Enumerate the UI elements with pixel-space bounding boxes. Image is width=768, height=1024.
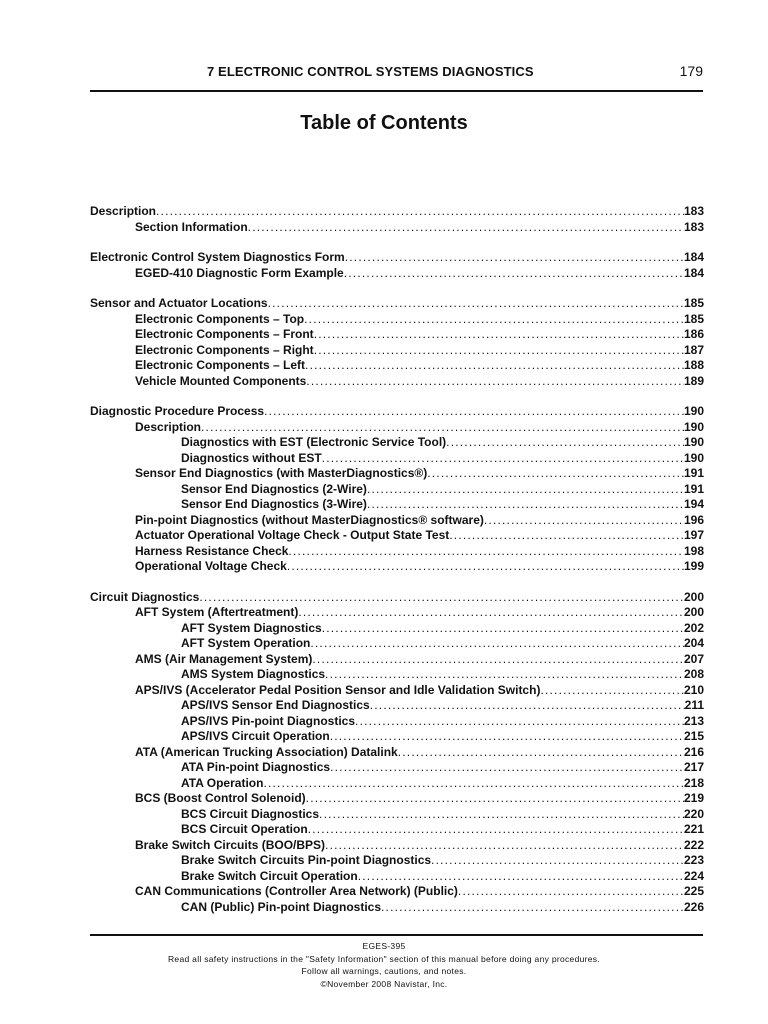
toc-entry-label: Electronic Components – Front — [135, 327, 314, 341]
toc-entry-page: 222 — [683, 837, 704, 852]
toc-leader-dots — [312, 652, 684, 668]
toc-entry-label: Diagnostic Procedure Process — [90, 404, 265, 418]
toc-entry-label: Sensor End Diagnostics (with MasterDiagnostics®) — [135, 466, 428, 480]
toc-entry[interactable] — [90, 544, 704, 560]
toc-entry[interactable] — [90, 776, 704, 792]
toc-entry-label: Electronic Components – Top — [135, 311, 305, 326]
toc-entry-label: BCS (Boost Control Solenoid) — [135, 791, 306, 805]
toc-entry[interactable] — [90, 497, 704, 513]
toc-entry-page: 185 — [683, 311, 704, 326]
toc-entry[interactable] — [90, 266, 704, 282]
toc-entry[interactable] — [90, 590, 704, 606]
toc-entry-label: APS/IVS Pin-point Diagnostics — [181, 713, 356, 728]
toc-leader-dots — [199, 590, 684, 606]
toc-entry[interactable] — [90, 760, 704, 776]
toc-entry-page: 213 — [683, 713, 704, 728]
toc-entry-page: 225 — [683, 884, 704, 898]
toc-leader-dots — [431, 853, 684, 869]
toc-leader-dots — [370, 698, 685, 714]
toc-entry[interactable] — [90, 559, 704, 575]
toc-entry-page: 208 — [683, 667, 704, 681]
toc-entry-label: AMS (Air Management System) — [135, 651, 313, 666]
toc-entry[interactable] — [90, 404, 704, 420]
toc-entry[interactable] — [90, 807, 704, 823]
toc-leader-dots — [355, 714, 684, 730]
toc-entry[interactable] — [90, 683, 704, 699]
toc-entry[interactable] — [90, 853, 704, 869]
toc-leader-dots — [344, 266, 684, 282]
toc-leader-dots — [268, 296, 684, 312]
toc-entry[interactable] — [90, 420, 704, 436]
toc-entry-page: 210 — [683, 682, 704, 697]
toc-entry-label: AFT System Diagnostics — [181, 620, 322, 635]
warnings-notice: Follow all warnings, cautions, and notes. — [301, 966, 467, 976]
toc-entry-label: CAN (Public) Pin-point Diagnostics — [181, 899, 381, 914]
toc-entry-page: 191 — [683, 481, 704, 496]
toc-leader-dots — [540, 683, 684, 699]
toc-entry-page: 207 — [683, 651, 704, 666]
toc-entry-page: 189 — [683, 373, 704, 388]
toc-entry-page: 223 — [683, 853, 704, 867]
toc-entry-page: 185 — [683, 296, 704, 310]
toc-entry-label: Vehicle Mounted Components — [135, 373, 307, 388]
toc-leader-dots — [319, 807, 684, 823]
toc-entry-label: Electronic Control System Diagnostics Form — [90, 250, 345, 264]
toc-entry-page: 200 — [683, 605, 704, 619]
toc-entry-label: AFT System (Aftertreatment) — [135, 605, 299, 619]
toc-entry-label: Description — [90, 204, 157, 218]
toc-entry-page: 184 — [683, 265, 704, 280]
toc-entry-label: APS/IVS Sensor End Diagnostics — [181, 698, 370, 712]
toc-leader-dots — [314, 343, 684, 359]
toc-entry-page: 184 — [683, 250, 704, 264]
toc-entry-page: 224 — [683, 868, 704, 883]
page-header — [90, 60, 703, 92]
toc-leader-dots — [298, 605, 684, 621]
toc-entry-label: Electronic Components – Right — [135, 342, 314, 357]
toc-leader-dots — [367, 482, 684, 498]
toc-leader-dots — [330, 729, 684, 745]
toc-entry-label: ATA Operation — [181, 775, 264, 790]
toc-entry-page: 183 — [683, 204, 704, 218]
toc-leader-dots — [381, 900, 684, 916]
toc-entry[interactable] — [90, 869, 704, 885]
toc-entry-page: 183 — [683, 219, 704, 234]
toc-entry[interactable] — [90, 714, 704, 730]
toc-entry-label: Brake Switch Circuits (BOO/BPS) — [135, 837, 326, 852]
toc-entry-label: Sensor End Diagnostics (2-Wire) — [181, 481, 367, 496]
toc-entry-label: Pin-point Diagnostics (without MasterDiagnostics® software) — [135, 512, 484, 527]
toc-entry-label: Section Information — [135, 219, 248, 234]
toc-leader-dots — [156, 204, 684, 220]
toc-entry-label: Actuator Operational Voltage Check - Output State Test — [135, 528, 450, 542]
toc-entry-page: 216 — [683, 744, 704, 759]
footer-rule — [90, 934, 703, 936]
toc-entry-page: 218 — [683, 775, 704, 790]
toc-entry-label: Operational Voltage Check — [135, 559, 287, 573]
toc-leader-dots — [304, 312, 684, 328]
toc-leader-dots — [322, 621, 684, 637]
document-title: Table of Contents — [300, 112, 468, 134]
toc-entry[interactable] — [90, 513, 704, 529]
toc-leader-dots — [446, 435, 684, 451]
toc-entry[interactable] — [90, 884, 704, 900]
toc-entry-page: 190 — [683, 419, 704, 434]
toc-entry-label: Brake Switch Circuit Operation — [181, 868, 358, 883]
toc-leader-dots — [263, 776, 684, 792]
toc-entry[interactable] — [90, 482, 704, 498]
toc-entry[interactable] — [90, 358, 704, 374]
toc-entry-label: BCS Circuit Operation — [181, 822, 308, 836]
section-title: 7 ELECTRONIC CONTROL SYSTEMS DIAGNOSTICS — [207, 64, 534, 79]
toc-entry[interactable] — [90, 374, 704, 390]
toc-entry-page: 204 — [683, 636, 704, 650]
toc-entry-page: 215 — [683, 729, 704, 743]
toc-leader-dots — [305, 358, 684, 374]
toc-entry-page: 199 — [683, 559, 704, 573]
toc-entry-label: CAN Communications (Controller Area Network) (Public) — [135, 884, 458, 898]
toc-leader-dots — [264, 404, 684, 420]
document-code: EGES-395 — [362, 941, 406, 951]
toc-entry[interactable] — [90, 698, 704, 714]
toc-entry[interactable] — [90, 822, 704, 838]
toc-entry[interactable] — [90, 528, 704, 544]
toc-entry-label: AFT System Operation — [181, 636, 311, 650]
table-of-contents — [90, 204, 704, 915]
toc-entry[interactable] — [90, 900, 704, 916]
page-footer — [0, 940, 768, 990]
toc-entry[interactable] — [90, 729, 704, 745]
copyright: ©November 2008 Navistar, Inc. — [320, 978, 448, 989]
toc-entry-page: 187 — [683, 342, 704, 357]
toc-leader-dots — [308, 822, 684, 838]
toc-entry[interactable] — [90, 250, 704, 266]
toc-leader-dots — [345, 250, 684, 266]
toc-entry[interactable] — [90, 652, 704, 668]
toc-leader-dots — [325, 667, 684, 683]
toc-entry-page: 202 — [683, 620, 704, 635]
toc-entry[interactable] — [90, 343, 704, 359]
toc-entry-label: Description — [135, 419, 202, 434]
toc-entry[interactable] — [90, 312, 704, 328]
toc-leader-dots — [306, 791, 684, 807]
toc-entry-label: Harness Resistance Check — [135, 543, 289, 558]
toc-entry-page: 191 — [683, 466, 704, 480]
toc-entry-label: Electronic Components – Left — [135, 358, 306, 372]
toc-entry-page: 196 — [683, 512, 704, 527]
toc-entry[interactable] — [90, 220, 704, 236]
toc-entry-page: 186 — [683, 327, 704, 341]
toc-entry[interactable] — [90, 327, 704, 343]
toc-entry[interactable] — [90, 745, 704, 761]
toc-entry[interactable] — [90, 636, 704, 652]
toc-entry[interactable] — [90, 204, 704, 220]
toc-leader-dots — [287, 559, 684, 575]
toc-entry-label: Diagnostics without EST — [181, 450, 322, 465]
toc-entry-page: 217 — [683, 760, 704, 774]
toc-entry-page: 190 — [683, 450, 704, 465]
toc-entry-page: 200 — [683, 589, 704, 604]
toc-leader-dots — [427, 466, 684, 482]
toc-entry-label: AMS System Diagnostics — [181, 667, 326, 681]
toc-entry-label: EGED-410 Diagnostic Form Example — [135, 265, 344, 280]
toc-leader-dots — [398, 745, 684, 761]
toc-entry[interactable] — [90, 435, 704, 451]
toc-entry-label: ATA (American Trucking Association) Datalink — [135, 744, 398, 759]
toc-entry-label: APS/IVS (Accelerator Pedal Position Sensor and Idle Validation Switch) — [135, 682, 541, 697]
toc-entry-page: 226 — [683, 899, 704, 914]
toc-entry-page: 220 — [683, 806, 704, 821]
toc-entry-page: 188 — [683, 358, 704, 372]
toc-entry[interactable] — [90, 838, 704, 854]
toc-entry-label: BCS Circuit Diagnostics — [181, 806, 320, 821]
toc-leader-dots — [314, 327, 684, 343]
toc-leader-dots — [310, 636, 684, 652]
toc-leader-dots — [367, 497, 684, 513]
toc-entry-page: 190 — [683, 404, 704, 418]
toc-entry-label: APS/IVS Circuit Operation — [181, 729, 330, 743]
toc-entry-page: 194 — [683, 497, 704, 511]
safety-notice: Read all safety instructions in the "Safety Information" section of this manual before doing any procedures. — [167, 953, 600, 964]
page-number: 179 — [679, 63, 703, 79]
toc-entry[interactable] — [90, 451, 704, 467]
toc-entry[interactable] — [90, 667, 704, 683]
toc-leader-dots — [449, 528, 684, 544]
toc-leader-dots — [288, 544, 684, 560]
toc-entry-page: 219 — [683, 791, 704, 805]
toc-entry-label: ATA Pin-point Diagnostics — [181, 760, 331, 774]
toc-entry[interactable] — [90, 791, 704, 807]
toc-leader-dots — [458, 884, 684, 900]
toc-entry[interactable] — [90, 605, 704, 621]
toc-entry-page: 211 — [684, 698, 704, 712]
toc-leader-dots — [325, 838, 684, 854]
toc-leader-dots — [484, 513, 684, 529]
toc-entry-page: 197 — [683, 528, 704, 542]
toc-leader-dots — [201, 420, 684, 436]
toc-entry-label: Diagnostics with EST (Electronic Service Tool) — [181, 435, 447, 449]
toc-entry-page: 190 — [683, 435, 704, 449]
toc-leader-dots — [358, 869, 684, 885]
toc-leader-dots — [330, 760, 684, 776]
toc-entry[interactable] — [90, 621, 704, 637]
toc-leader-dots — [322, 451, 684, 467]
toc-entry-label: Brake Switch Circuits Pin-point Diagnostics — [181, 853, 432, 867]
toc-leader-dots — [248, 220, 684, 236]
toc-entry-label: Sensor End Diagnostics (3-Wire) — [181, 497, 367, 511]
toc-leader-dots — [306, 374, 684, 390]
toc-entry[interactable] — [90, 466, 704, 482]
toc-entry-page: 221 — [683, 822, 704, 836]
toc-entry-label: Circuit Diagnostics — [90, 589, 200, 604]
toc-entry[interactable] — [90, 296, 704, 312]
toc-entry-page: 198 — [683, 543, 704, 558]
toc-entry-label: Sensor and Actuator Locations — [90, 296, 268, 310]
